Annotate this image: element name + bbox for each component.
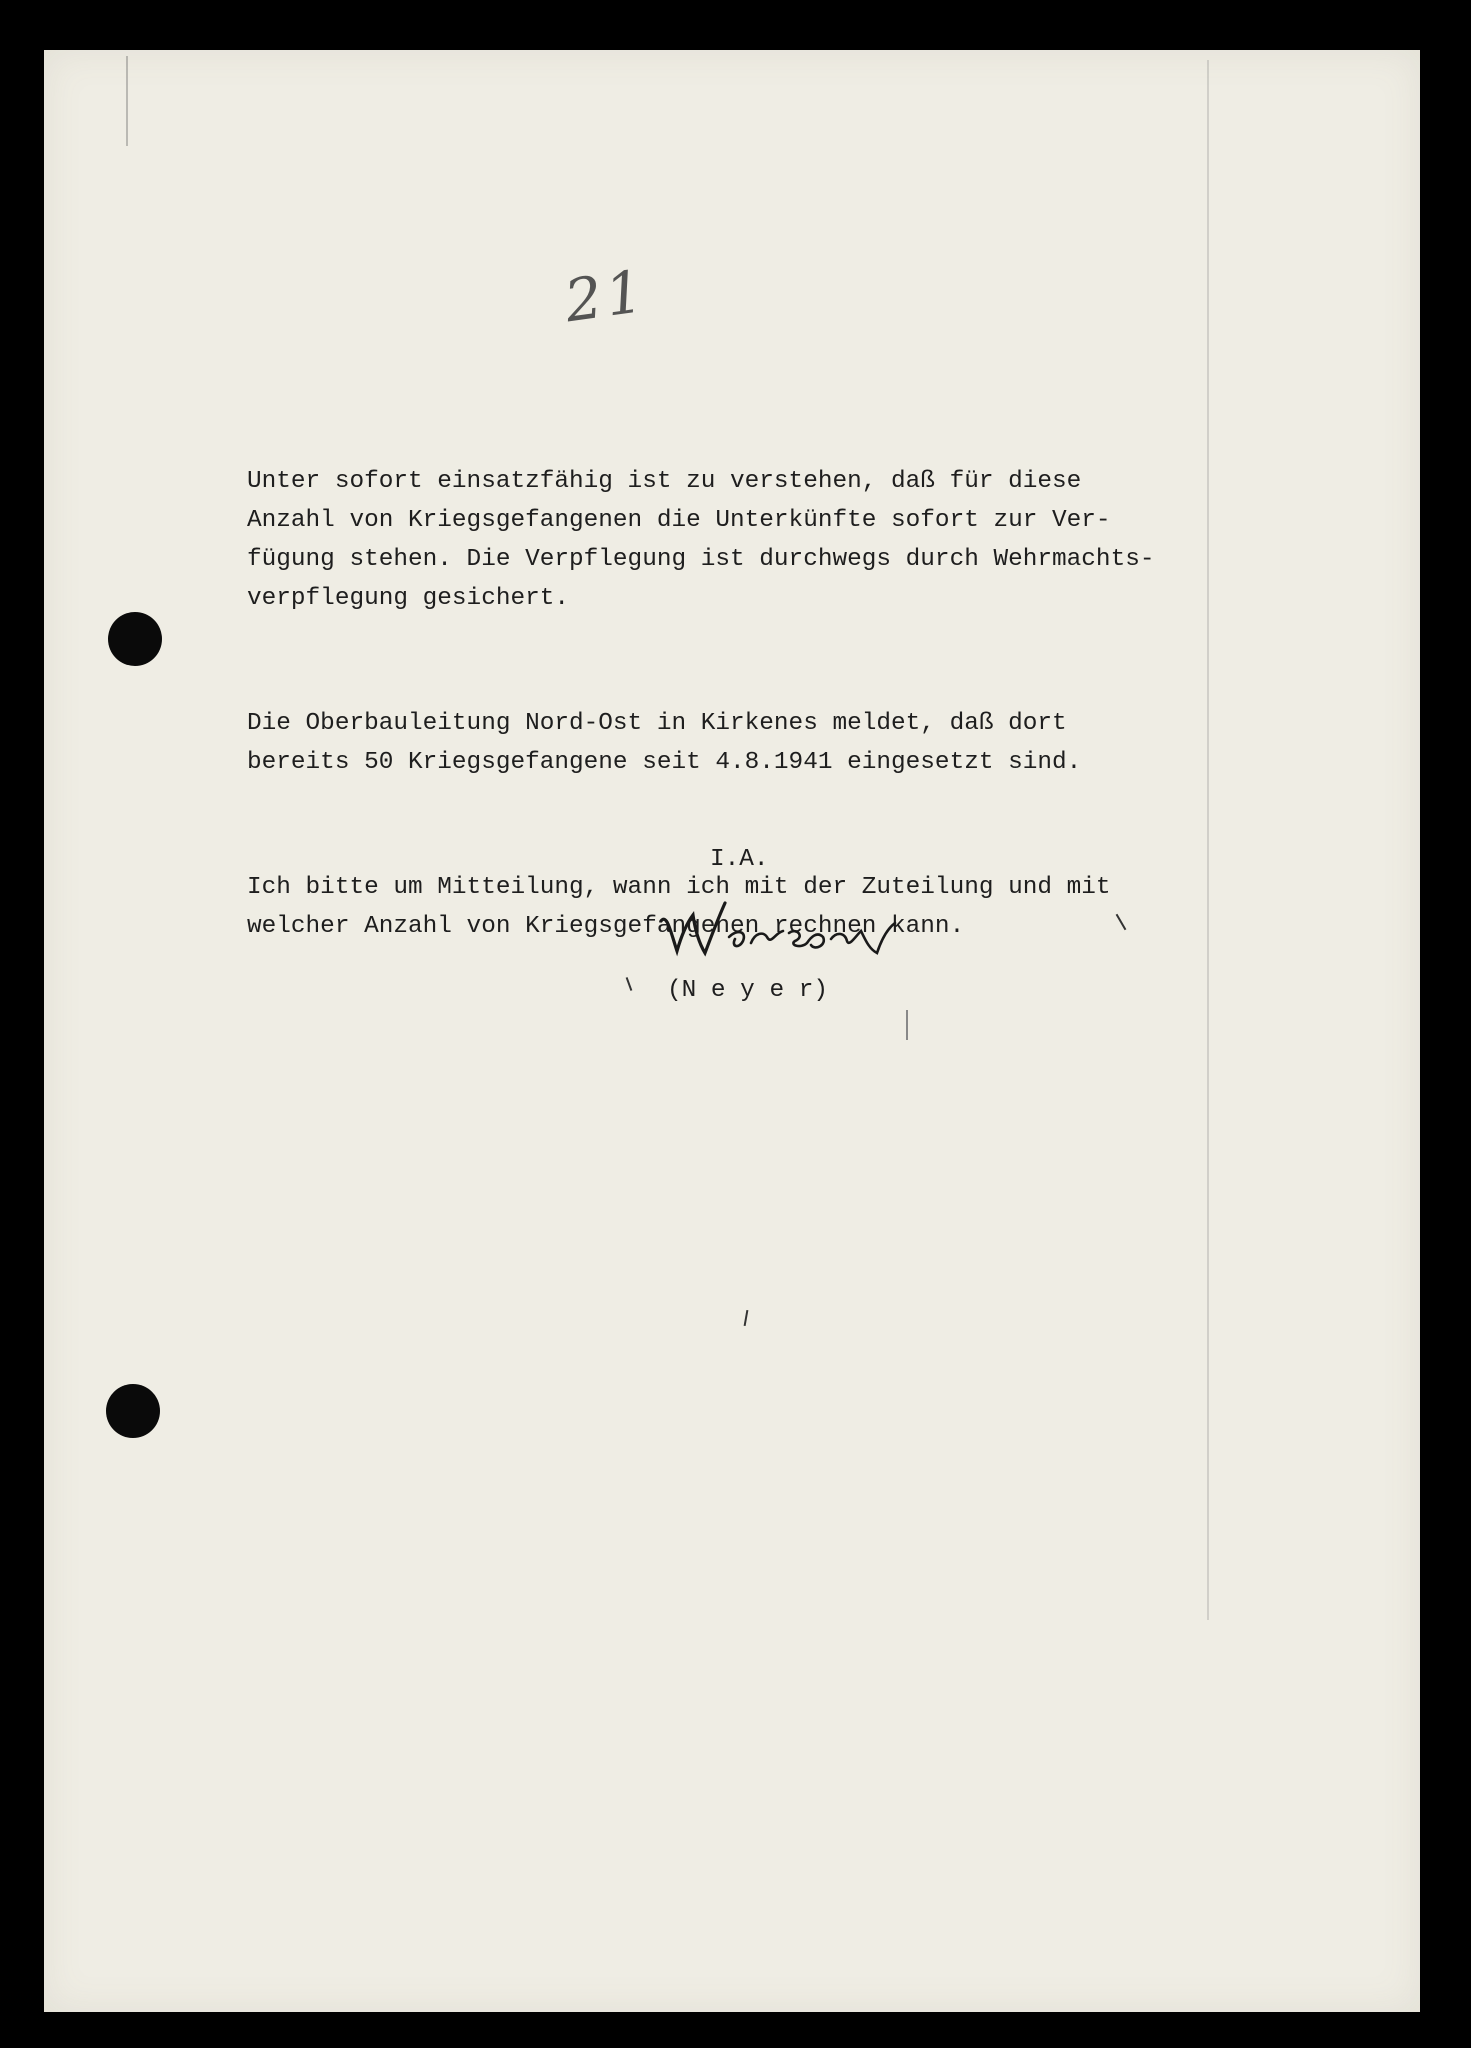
closing-ia: I.A. bbox=[710, 846, 769, 873]
punch-hole-icon bbox=[106, 1384, 160, 1438]
paragraph-1 bbox=[247, 462, 1247, 618]
punch-hole-icon bbox=[108, 612, 162, 666]
text-line: Anzahl von Kriegsgefangenen die Unterkünfte sofort zur Ver- bbox=[247, 507, 1111, 534]
text-line: Ich bitte um Mitteilung, wann ich mit der Zuteilung und mit bbox=[247, 874, 1111, 901]
pencil-mark bbox=[906, 1010, 908, 1040]
text-line: verpflegung gesichert. bbox=[247, 585, 570, 612]
text-line: Unter sofort einsatzfähig ist zu verstehen, daß für diese bbox=[247, 468, 1082, 495]
text-line: welcher Anzahl von Kriegsgefangenen rechnen kann. bbox=[247, 913, 965, 940]
signer-name: (N e y e r) bbox=[667, 977, 829, 1004]
text-line: Die Oberbauleitung Nord-Ost in Kirkenes meldet, daß dort bbox=[247, 710, 1067, 737]
text-line: bereits 50 Kriegsgefangene seit 4.8.1941 eingesetzt sind. bbox=[247, 749, 1082, 776]
fold-line-left bbox=[126, 56, 128, 146]
handwritten-page-number: 21 bbox=[560, 256, 652, 336]
text-line: fügung stehen. Die Verpflegung ist durchwegs durch Wehrmachts- bbox=[247, 546, 1155, 573]
paragraph-2 bbox=[247, 704, 1247, 782]
signature-icon bbox=[655, 893, 935, 973]
document-page bbox=[44, 50, 1420, 2012]
